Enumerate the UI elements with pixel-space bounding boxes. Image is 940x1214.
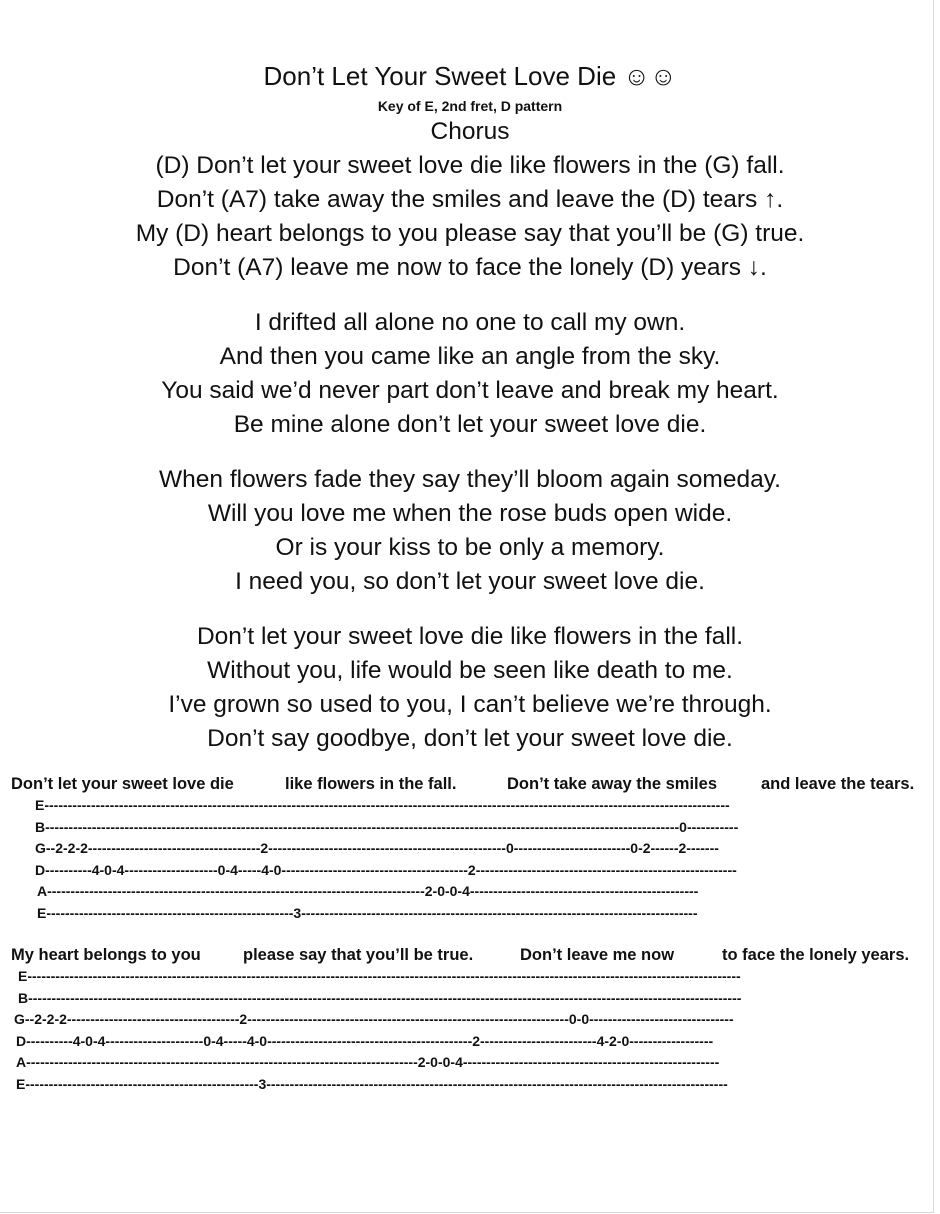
tab-string-g: G--2-2-2-------------------------------------2---------------------------------------------------------------------0-0------------------------------- bbox=[14, 1011, 734, 1027]
lyric-line: I’ve grown so used to you, I can’t believe we’re through. bbox=[168, 691, 772, 718]
tab-phrase: to face the lonely years. bbox=[722, 946, 910, 964]
lyric-line: Without you, life would be seen like death to me. bbox=[207, 657, 733, 684]
lyrics-body bbox=[0, 115, 940, 756]
lyric-line: I need you, so don’t let your sweet love die. bbox=[235, 568, 705, 595]
chorus-heading: Chorus bbox=[430, 118, 510, 145]
song-title: Don’t Let Your Sweet Love Die ☺☺ bbox=[263, 61, 677, 91]
tab-string-e-low: E--------------------------------------------------3--------------------------------------------------------------------------------------------------- bbox=[16, 1075, 728, 1092]
lyric-line: When flowers fade they say they’ll bloom again someday. bbox=[159, 466, 781, 493]
verse-stanza-2 bbox=[0, 463, 940, 599]
verse-stanza-1 bbox=[0, 306, 940, 442]
lyric-line: (D) Don’t let your sweet love die like flowers in the (G) fall. bbox=[155, 152, 785, 179]
verse-stanza-3 bbox=[0, 620, 940, 756]
lyric-line: I drifted all alone no one to call my own. bbox=[254, 309, 686, 336]
tab-string-b: B----------------------------------------------------------------------------------------------------------------------------------------0----------- bbox=[35, 818, 739, 835]
tab-phrase: Don’t let your sweet love die bbox=[11, 775, 234, 793]
tab-string-e-low: E-----------------------------------------------------3------------------------------------------------------------------------------------- bbox=[37, 904, 698, 921]
lyric-line: Don’t (A7) leave me now to face the lonely (D) years ↓. bbox=[173, 254, 767, 281]
tab-phrase: like flowers in the fall. bbox=[285, 775, 457, 793]
tab-phrase: My heart belongs to you bbox=[11, 946, 201, 964]
lyric-line: Don’t say goodbye, don’t let your sweet love die. bbox=[207, 725, 733, 752]
chorus-stanza bbox=[0, 115, 940, 285]
lyric-line: Will you love me when the rose buds open wide. bbox=[207, 500, 733, 527]
tablature-block-2 bbox=[0, 944, 940, 1095]
tab-string-e-high: E--------------------------------------------------------------------------------------------------------------------------------------------------------- bbox=[18, 968, 741, 984]
tab-phrase-row bbox=[0, 944, 940, 966]
tab-phrase: Don’t leave me now bbox=[520, 946, 675, 964]
lyric-line: My (D) heart belongs to you please say that you’ll be (G) true. bbox=[135, 220, 805, 247]
lyric-line: And then you came like an angle from the sky. bbox=[219, 343, 721, 370]
tab-phrase: Don’t take away the smiles bbox=[507, 775, 717, 793]
tab-string-b: B--------------------------------------------------------------------------------------------------------------------------------------------------------- bbox=[18, 989, 742, 1006]
lyric-line: Or is your kiss to be only a memory. bbox=[275, 534, 665, 561]
tab-phrase: please say that you’ll be true. bbox=[243, 946, 474, 964]
tab-string-d: D----------4-0-4---------------------0-4-----4-0--------------------------------------------2-------------------------4-2-0------------------ bbox=[16, 1032, 714, 1049]
tab-phrase-row bbox=[0, 773, 940, 795]
key-subtitle: Key of E, 2nd fret, D pattern bbox=[377, 98, 563, 114]
lyric-line: Be mine alone don’t let your sweet love die. bbox=[233, 411, 707, 438]
tab-phrase: and leave the tears. bbox=[761, 775, 915, 793]
lyric-line: You said we’d never part don’t leave and break my heart. bbox=[161, 377, 779, 404]
lyric-line: Don’t let your sweet love die like flowers in the fall. bbox=[196, 623, 744, 650]
tab-string-e-high: E--------------------------------------------------------------------------------------------------------------------------------------------------- bbox=[35, 797, 730, 813]
tab-string-a: A------------------------------------------------------------------------------------2-0-0-4------------------------------------------------------- bbox=[16, 1054, 720, 1070]
tab-string-a: A---------------------------------------------------------------------------------2-0-0-4------------------------------------------------- bbox=[37, 883, 699, 899]
tab-string-d: D----------4-0-4--------------------0-4-----4-0----------------------------------------2-------------------------------------------------------- bbox=[35, 861, 737, 878]
tablature-block-1 bbox=[0, 773, 940, 924]
lyric-line: Don’t (A7) take away the smiles and leave the (D) tears ↑. bbox=[156, 186, 784, 213]
tab-string-g: G--2-2-2-------------------------------------2---------------------------------------------------0-------------------------0-2------2------- bbox=[35, 840, 719, 856]
